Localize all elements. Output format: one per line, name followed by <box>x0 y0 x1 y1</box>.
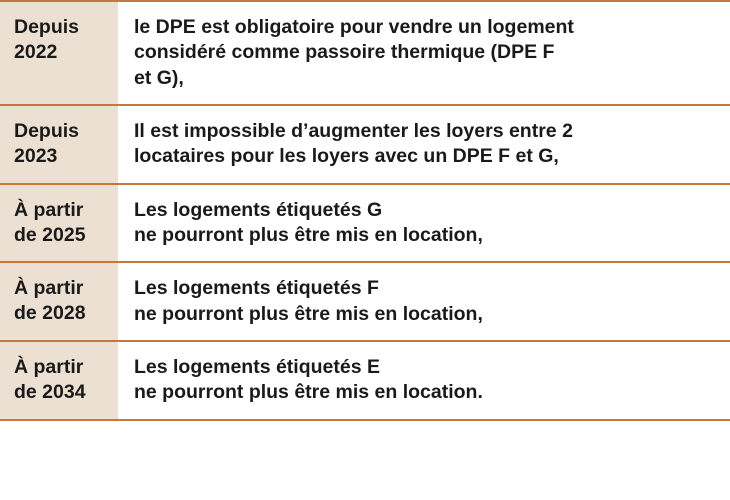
table-row <box>0 1 730 105</box>
description-line: locataires pour les loyers avec un DPE F et G, <box>134 145 559 168</box>
period-line: À partir <box>14 198 84 221</box>
description-line: Les logements étiquetés E <box>134 356 380 379</box>
period-cell <box>0 184 118 263</box>
period-line: Depuis <box>14 16 80 38</box>
table-row <box>0 184 730 263</box>
description-cell <box>118 184 730 263</box>
description-cell <box>118 1 730 105</box>
period-cell <box>0 105 118 184</box>
period-cell <box>0 341 118 420</box>
description-line: ne pourront plus être mis en location, <box>134 224 483 247</box>
table-row <box>0 341 730 420</box>
period-cell <box>0 1 118 105</box>
period-cell <box>0 262 118 341</box>
description-cell <box>118 105 730 184</box>
description-line: considéré comme passoire thermique (DPE F <box>134 41 555 64</box>
table-row <box>0 105 730 184</box>
description-line: le DPE est obligatoire pour vendre un logement <box>134 16 574 38</box>
description-line: Les logements étiquetés G <box>134 198 383 221</box>
description-line: ne pourront plus être mis en location. <box>134 381 483 404</box>
period-line: 2023 <box>14 144 58 167</box>
period-line: Depuis <box>14 120 80 143</box>
table-body <box>0 1 730 420</box>
description-line: Les logements étiquetés F <box>134 277 379 300</box>
period-line: À partir <box>14 277 84 300</box>
period-line: de 2034 <box>14 381 86 404</box>
description-line: Il est impossible d’augmenter les loyers entre 2 <box>134 120 573 143</box>
description-line: ne pourront plus être mis en location, <box>134 302 483 325</box>
description-line: et G), <box>134 66 184 89</box>
period-line: de 2028 <box>14 302 86 325</box>
description-cell <box>118 262 730 341</box>
description-cell <box>118 341 730 420</box>
period-line: À partir <box>14 356 84 379</box>
period-line: de 2025 <box>14 223 86 246</box>
period-line: 2022 <box>14 40 58 63</box>
table-row <box>0 262 730 341</box>
